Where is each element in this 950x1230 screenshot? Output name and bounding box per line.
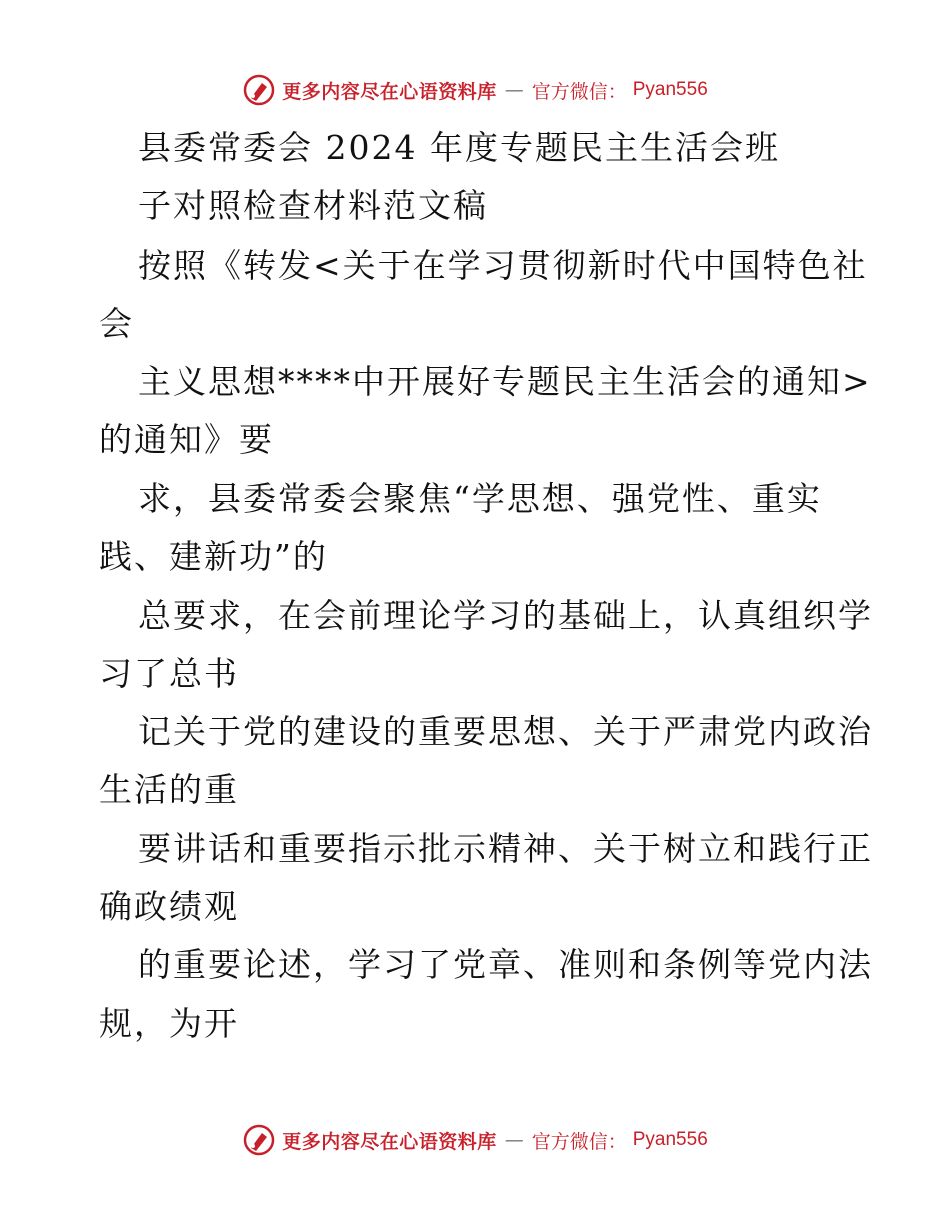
doc-text-line: 按照《转发<关于在学习贯彻新时代中国特色社: [138, 246, 868, 285]
doc-text-line: 生活的重: [99, 770, 239, 809]
doc-text-line: 规，为开: [99, 1004, 239, 1043]
doc-text-line: 习了总书: [99, 654, 239, 693]
doc-text-line: 会: [99, 304, 134, 343]
doc-text-line: 求，县委常委会聚焦“学思想、强党性、重实: [138, 479, 822, 518]
doc-text-line: 要讲话和重要指示批示精神、关于树立和践行正: [138, 829, 873, 868]
pen-nib-logo-icon: [242, 1123, 276, 1157]
header-watermark: [0, 72, 950, 108]
watermark-wechat-id: Pyan556: [632, 1129, 708, 1150]
watermark-official-label: 官方微信：: [531, 1130, 627, 1153]
doc-text-line: 总要求，在会前理论学习的基础上，认真组织学: [138, 596, 873, 635]
watermark-dash: —: [504, 1129, 524, 1151]
pen-nib-logo-icon: [242, 73, 276, 107]
watermark-dash: —: [504, 79, 524, 101]
watermark-official-label: 官方微信：: [531, 80, 627, 103]
footer-watermark: [0, 1122, 950, 1158]
doc-text-line: 主义思想****中开展好专题民主生活会的通知>: [138, 362, 872, 401]
watermark-brand-text: 更多内容尽在心语资料库: [282, 1130, 497, 1153]
doc-text-line: 践、建新功”的: [99, 537, 328, 576]
watermark-wechat-id: Pyan556: [632, 79, 708, 100]
doc-title-line-2: 子对照检查材料范文稿: [138, 186, 488, 225]
doc-text-line: 记关于党的建设的重要思想、关于严肃党内政治: [138, 712, 873, 751]
doc-title-line-1: 县委常委会 2024 年度专题民主生活会班: [138, 128, 780, 167]
watermark-brand-text: 更多内容尽在心语资料库: [282, 80, 497, 103]
doc-text-line: 确政绩观: [99, 887, 239, 926]
doc-text-line: 的通知》要: [99, 420, 274, 459]
doc-text-line: 的重要论述，学习了党章、准则和条例等党内法: [138, 945, 873, 984]
